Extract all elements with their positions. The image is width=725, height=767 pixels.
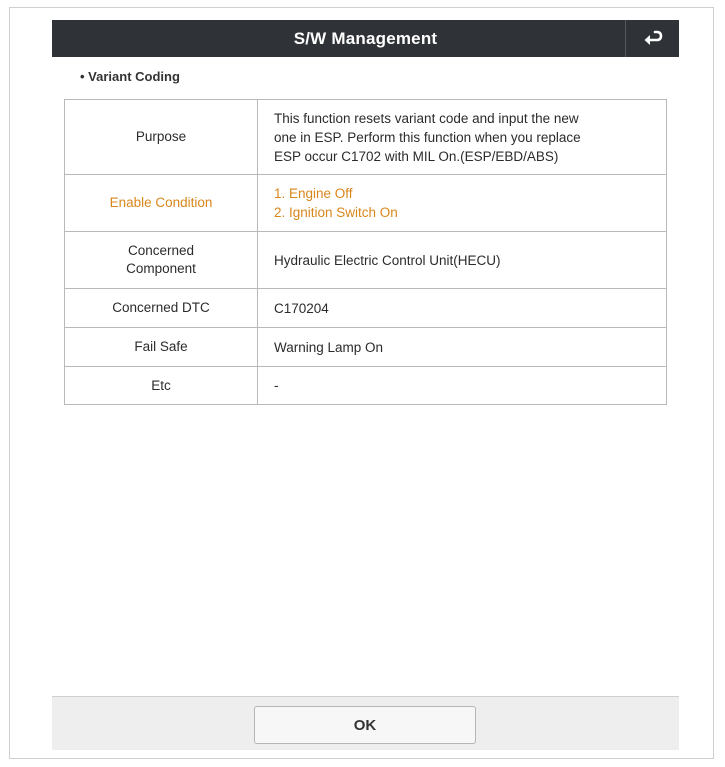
enable-condition-line: 2. Ignition Switch On [274,205,398,220]
table-row [65,175,667,232]
table-row [65,232,667,289]
etc-value: - [258,367,667,405]
etc-key: Etc [65,367,258,405]
info-table [64,99,667,405]
back-button[interactable] [625,20,679,57]
fail-safe-key: Fail Safe [65,328,258,367]
enable-condition-value [258,175,667,232]
concerned-dtc-key: Concerned DTC [65,289,258,328]
return-arrow-icon [642,30,664,48]
page-title: S/W Management [293,29,438,48]
concerned-dtc-value: C170204 [258,289,667,328]
table-row [65,100,667,175]
purpose-line: one in ESP. Perform this function when you replace [274,129,581,145]
purpose-key: Purpose [65,100,258,175]
table-row [65,328,667,367]
table-row [65,367,667,405]
table-row [65,289,667,328]
enable-condition-key: Enable Condition [65,175,258,232]
purpose-value [258,100,667,175]
concerned-component-key-line: Concerned [127,243,195,258]
enable-condition-line: 1. Engine Off [274,186,353,201]
concerned-component-value: Hydraulic Electric Control Unit(HECU) [258,232,667,289]
footer-bar [52,696,679,750]
concerned-component-key [65,232,258,289]
purpose-line: ESP occur C1702 with MIL On.(ESP/EBD/ABS) [274,148,559,164]
purpose-line: This function resets variant code and input the new [274,110,579,126]
fail-safe-value: Warning Lamp On [258,328,667,367]
title-bar [52,20,679,57]
ok-button[interactable]: OK [254,706,476,744]
concerned-component-key-line: Component [126,261,196,276]
section-label: • Variant Coding [80,69,180,84]
